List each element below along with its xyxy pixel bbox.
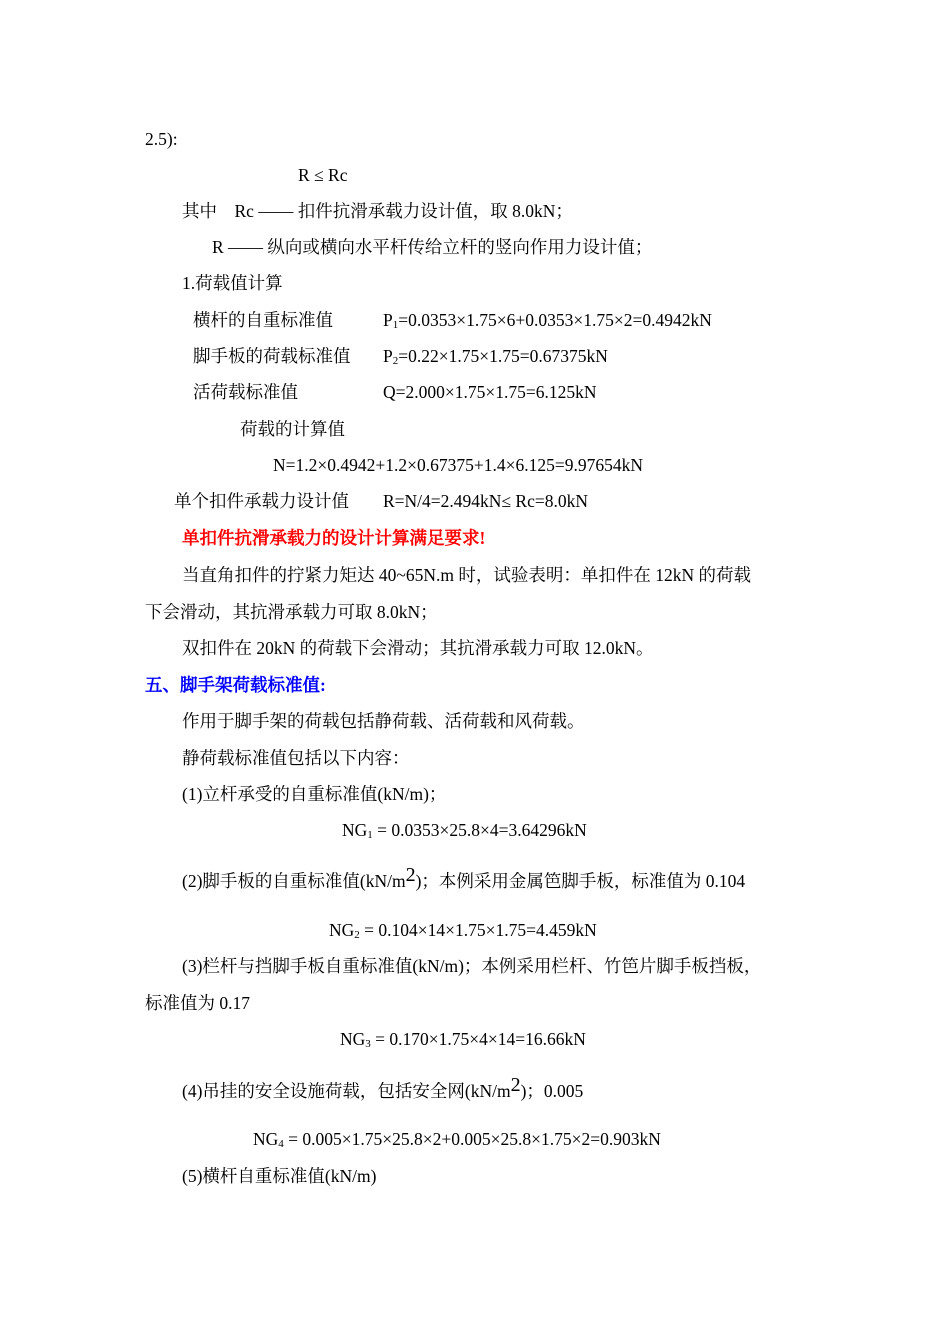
- text-line: 2.5):: [145, 129, 178, 149]
- section-subtitle: 1.荷载值计算: [182, 273, 283, 293]
- text-line: 标准值为 0.17: [145, 993, 250, 1013]
- calc-row: [174, 489, 774, 513]
- calc-label: 单个扣件承载力设计值: [174, 491, 349, 511]
- text-line: 静荷载标准值包括以下内容：: [182, 748, 410, 768]
- calc-label: 横杆的自重标准值: [193, 310, 333, 330]
- calc-value: $P_1=0.0353\times 1.75\times 6+0.0353\times 1.75\times 2=0.4942kN$: [383, 310, 712, 331]
- calc-value: $P_2=0.22\times 1.75\times 1.75=0.67375kN$: [383, 346, 608, 367]
- calc-value: Q=2.000×1.75×1.75=6.125kN: [383, 382, 597, 402]
- calc-label: 脚手板的荷载标准值: [193, 346, 351, 366]
- conclusion-text: 单扣件抗滑承载力的设计计算满足要求!: [182, 528, 486, 548]
- calc-row: [193, 344, 793, 368]
- text-line: 作用于脚手架的荷载包括静荷载、活荷载和风荷载。: [182, 711, 585, 731]
- text-line: 下会滑动，其抗滑承载力可取 8.0kN；: [145, 602, 438, 622]
- calc-row: [193, 380, 793, 404]
- text-line: 双扣件在 20kN 的荷载下会滑动；其抗滑承载力可取 12.0kN。: [182, 638, 654, 658]
- formula-condition: R ≤ Rc: [298, 165, 348, 185]
- formula: $NG_2 = 0.104\times 14\times 1.75\times 1.75=4.459kN$: [329, 920, 597, 941]
- text-line: 荷载的计算值: [240, 419, 345, 439]
- formula: N=1.2×0.4942+1.2×0.67375+1.4×6.125=9.97654kN: [273, 455, 643, 475]
- calc-label: 活荷载标准值: [193, 382, 298, 402]
- text-line: (5)横杆自重标准值(kN/m): [182, 1166, 377, 1186]
- text-line: R —— 纵向或横向水平杆传给立杆的竖向作用力设计值；: [212, 237, 653, 257]
- text-line: (2)脚手板的自重标准值$(kN/m^2)$；本例采用金属笆脚手板，标准值为 0.104: [182, 864, 746, 891]
- formula: $NG_1 = 0.0353\times 25.8\times 4=3.64296kN$: [342, 820, 587, 841]
- text-line: (1)立杆承受的自重标准值(kN/m)；: [182, 784, 447, 804]
- formula: $NG_3 = 0.170\times 1.75\times 4\times 14=16.66kN$: [340, 1029, 586, 1050]
- calc-value: R=N/4=2.494kN≤ Rc=8.0kN: [383, 491, 588, 511]
- formula: $NG_4 = 0.005\times 1.75\times 25.8\times 2+0.005\times 25.8\times 1.75\times 2=0.903kN$: [253, 1129, 661, 1150]
- section-heading: 五、脚手架荷载标准值:: [145, 675, 326, 695]
- text-line: 其中 Rc —— 扣件抗滑承载力设计值，取 8.0kN；: [182, 201, 573, 221]
- text-line: (4)吊挂的安全设施荷载，包括安全网$(kN/m^2)$；0.005: [182, 1074, 584, 1101]
- calc-row: [193, 308, 793, 332]
- text-line: (3)栏杆与挡脚手板自重标准值(kN/m)；本例采用栏杆、竹笆片脚手板挡板，: [182, 956, 762, 976]
- text-line: 当直角扣件的拧紧力矩达 40~65N.m 时，试验表明：单扣件在 12kN 的荷载: [182, 565, 751, 585]
